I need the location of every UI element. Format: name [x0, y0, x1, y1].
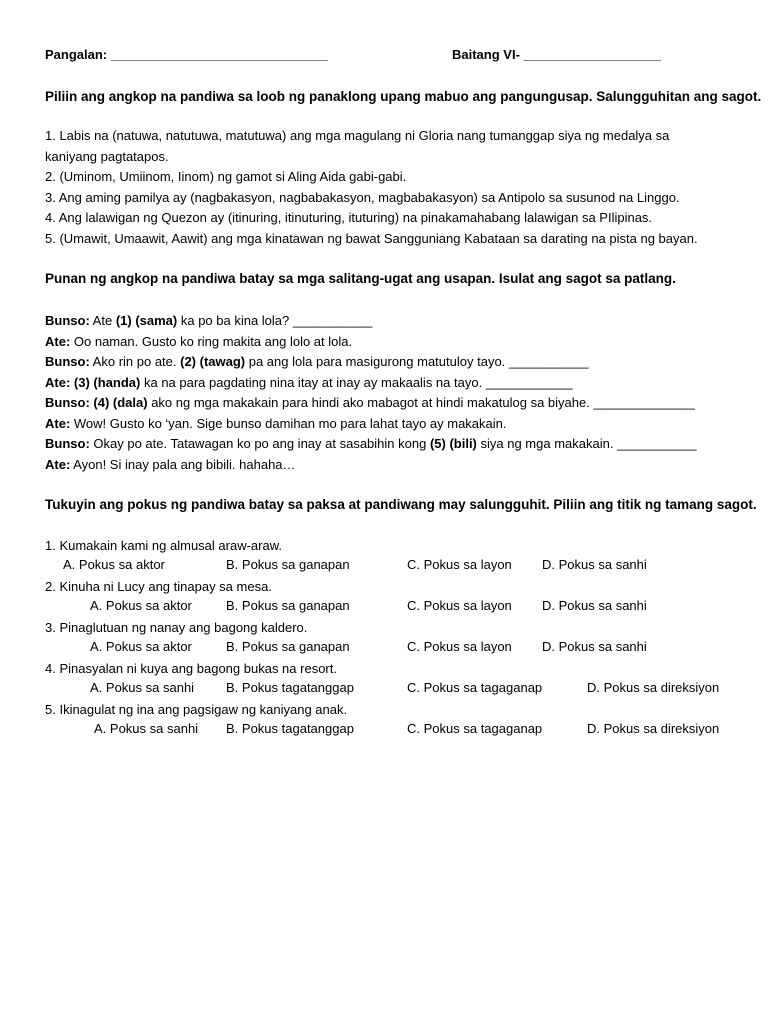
root-word: (5) (bili)	[429, 436, 477, 451]
dialogue-text: Ate	[89, 313, 116, 328]
grade-field-label: Baitang VI- ___________________	[452, 47, 661, 62]
dialogue-line	[45, 373, 697, 394]
part1-items	[45, 126, 735, 249]
question: 2. Kinuha ni Lucy ang tinapay sa mesa.	[45, 579, 272, 594]
question: 5. Ikinagulat ng ina ang pagsigaw ng kaniyang anak.	[45, 702, 348, 717]
speaker: Bunso:	[45, 313, 90, 328]
dialogue-text: pa ang lola para masigurong matutuloy tayo. ___________	[245, 354, 589, 369]
choice-b[interactable]: B. Pokus sa ganapan	[226, 638, 350, 654]
choices-row	[45, 680, 735, 701]
choice-a[interactable]: A. Pokus sa sanhi	[94, 720, 199, 736]
speaker: Ate:	[45, 333, 71, 349]
dialogue-text: Oo naman. Gusto ko ring makita ang lolo at lola.	[70, 333, 353, 349]
speaker: Ate:	[45, 415, 71, 431]
dialogue-line	[45, 434, 697, 455]
root-word: (1) (sama)	[115, 313, 178, 328]
question: 4. Pinasyalan ni kuya ang bagong bukas na resort.	[45, 661, 337, 676]
choice-c[interactable]: C. Pokus sa layon	[407, 597, 512, 613]
part1-item: 5. (Umawit, Umaawit, Aawit) ang mga kinatawan ng bawat Sangguniang Kabataan sa darating na pista ng bayan.	[45, 230, 698, 246]
choice-c[interactable]: C. Pokus sa tagaganap	[407, 720, 543, 736]
part2-instruction: Punan ng angkop na pandiwa batay sa mga salitang-ugat ang usapan. Isulat ang sagot sa patlang.	[45, 271, 676, 286]
dialogue-text: ako ng mga makakain para hindi ako mabagot at hindi makatulog sa biyahe. ______________	[147, 395, 695, 410]
part1-item: 2. (Uminom, Umiinom, Iinom) ng gamot si Aling Aida gabi-gabi.	[45, 169, 407, 184]
part1-item: 3. Ang aming pamilya ay (nagbakasyon, nagbabakasyon, magbabakasyon) sa Antipolo sa susunod na Linggo.	[45, 189, 680, 205]
dialogue-text: Okay po ate. Tatawagan ko po ang inay at sasabihin kong	[89, 436, 430, 451]
choices-row	[45, 639, 735, 660]
choices-row	[45, 557, 735, 578]
speaker: Bunso:	[45, 436, 90, 451]
speaker: Bunso:	[45, 354, 90, 369]
part1-item: 1. Labis na (natuwa, natutuwa, matutuwa) ang mga magulang ni Gloria nang tumanggap siya ng medalya sa kaniyang pagtatapos.	[45, 128, 670, 164]
choice-d[interactable]: D. Pokus sa sanhi	[542, 597, 647, 613]
dialogue	[45, 311, 697, 475]
question: 3. Pinaglutuan ng nanay ang bagong kaldero.	[45, 620, 308, 635]
choice-a[interactable]: A. Pokus sa sanhi	[90, 679, 195, 695]
dialogue-text: ka po ba kina lola? ___________	[177, 313, 373, 328]
choices-row	[45, 598, 735, 619]
dialogue-text: Ako rin po ate.	[89, 354, 181, 369]
part3-instruction: Tukuyin ang pokus ng pandiwa batay sa paksa at pandiwang may salungguhit. Piliin ang titik ng tamang sagot.	[45, 497, 757, 512]
root-word: (3) (handa)	[73, 374, 141, 390]
part1-item: 4. Ang lalawigan ng Quezon ay (itinuring, itinuturing, ituturing) na pinakamahabang lalawigan sa PIlipinas.	[45, 210, 653, 225]
choice-b[interactable]: B. Pokus tagatanggap	[226, 679, 354, 695]
part1-instruction: Piliin ang angkop na pandiwa sa loob ng panaklong upang mabuo ang pangungusap. Salungguhitan ang sagot.	[45, 89, 762, 104]
dialogue-text: siya ng mga makakain. ___________	[476, 436, 697, 451]
choice-d[interactable]: D. Pokus sa direksiyon	[587, 720, 720, 736]
dialogue-text: ka na para pagdating nina itay at inay ay makaalis na tayo. ____________	[140, 374, 573, 390]
dialogue-text: Ayon! Si inay pala ang bibili. hahaha…	[70, 456, 296, 472]
question: 1. Kumakain kami ng almusal araw-araw.	[45, 538, 282, 553]
speaker: Bunso:	[45, 395, 90, 410]
choice-b[interactable]: B. Pokus tagatanggap	[226, 720, 354, 736]
choice-c[interactable]: C. Pokus sa tagaganap	[407, 679, 543, 695]
choice-d[interactable]: D. Pokus sa sanhi	[542, 556, 647, 572]
multiple-choice	[45, 536, 735, 741]
choice-a[interactable]: A. Pokus sa aktor	[90, 597, 192, 613]
dialogue-line	[45, 352, 697, 373]
speaker: Ate:	[45, 456, 71, 472]
speaker: Ate:	[45, 374, 71, 390]
choices-row	[45, 721, 735, 742]
dialogue-line	[45, 332, 697, 353]
dialogue-text: Wow! Gusto ko ‘yan. Sige bunso damihan mo para lahat tayo ay makakain.	[70, 415, 507, 431]
name-field-label: Pangalan: ______________________________	[45, 47, 328, 62]
dialogue-line	[45, 455, 697, 476]
dialogue-line	[45, 393, 697, 414]
dialogue-line	[45, 414, 697, 435]
root-word: (4) (dala)	[93, 395, 148, 410]
choice-b[interactable]: B. Pokus sa ganapan	[226, 597, 350, 613]
choice-d[interactable]: D. Pokus sa sanhi	[542, 638, 647, 654]
choice-b[interactable]: B. Pokus sa ganapan	[226, 556, 350, 572]
choice-a[interactable]: A. Pokus sa aktor	[63, 556, 165, 572]
choice-c[interactable]: C. Pokus sa layon	[407, 556, 512, 572]
root-word: (2) (tawag)	[180, 354, 246, 369]
choice-d[interactable]: D. Pokus sa direksiyon	[587, 679, 720, 695]
choice-a[interactable]: A. Pokus sa aktor	[90, 638, 192, 654]
dialogue-line	[45, 311, 697, 332]
choice-c[interactable]: C. Pokus sa layon	[407, 638, 512, 654]
